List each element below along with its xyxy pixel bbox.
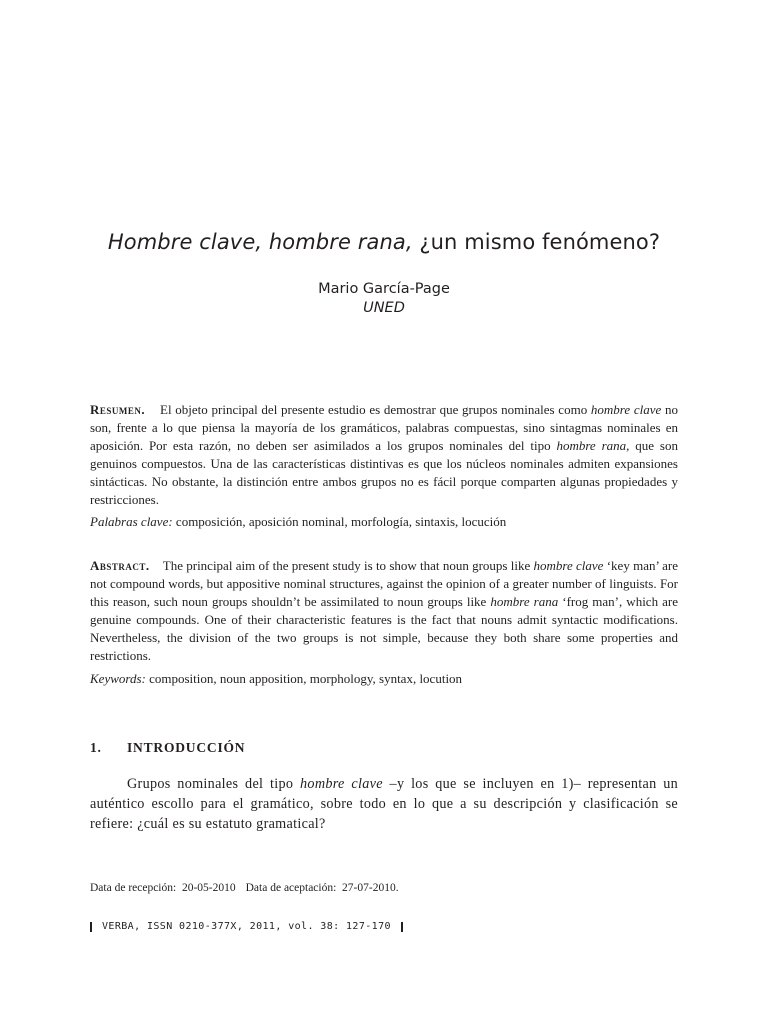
section-heading xyxy=(90,739,245,757)
palabras-clave xyxy=(90,513,678,531)
palabras-clave-text: composición, aposición nominal, morfología, sintaxis, locución xyxy=(172,514,507,529)
resumen-paragraph xyxy=(90,401,678,509)
abstract-label: Abstract. xyxy=(90,558,150,573)
section-number: 1. xyxy=(90,740,102,755)
palabras-clave-label: Palabras clave: xyxy=(90,514,173,529)
author-affiliation: UNED xyxy=(363,300,405,316)
keywords-label: Keywords: xyxy=(90,671,146,686)
footer-bar-left xyxy=(90,922,92,932)
submission-dates xyxy=(90,881,399,896)
keywords xyxy=(90,670,678,688)
accepted-date: 27-07-2010. xyxy=(342,882,399,894)
accepted-label: Data de aceptación: xyxy=(245,882,337,894)
resumen-text-3: , que son genuinos compuestos. Una de las características distintivas es que los núcleos nominales admiten expansiones sintácticas. No obstante, la distinción entre ambos grupos no es fácil porque comparten algunas propiedades y restricciones. xyxy=(90,438,678,507)
footer-bar-right xyxy=(401,922,403,932)
article-title xyxy=(0,228,768,256)
body-paragraph xyxy=(90,774,678,834)
abstract-text-2: ‘key man’ are not compound words, but appositive nominal structures, against the opinion of a greater number of linguists. For this reason, such noun groups shouldn’t be assimilated to noun groups like xyxy=(90,558,678,609)
footer-citation: VERBA, ISSN 0210-377X, 2011, vol. 38: 127-170 xyxy=(102,921,391,932)
resumen-text-2: no son, frente a lo que piensa la mayoría de los gramáticos, palabras compuestas, sino sintagmas nominales en aposición. Por esta razón, no deben ser asimilados a los grupos nominales del tipo xyxy=(90,402,678,453)
abstract-text-3: ‘frog man’, which are genuine compounds. One of their characteristic features is the fact that nouns admit syntactic modifications. Nevertheless, the division of the two groups is not simple, because they both share some properties and restrictions. xyxy=(90,594,678,663)
keywords-text: composition, noun apposition, morphology, syntax, locution xyxy=(145,671,463,686)
resumen-text-1: El objeto principal del presente estudio es demostrar que grupos nominales como xyxy=(160,402,591,417)
received-label: Data de recepción: xyxy=(90,882,177,894)
resumen-label: Resumen. xyxy=(90,402,146,417)
author-name: Mario García-Page xyxy=(318,281,450,297)
section-title: INTRODUCCIÓN xyxy=(127,740,246,755)
abstract-italic-2: hombre rana xyxy=(490,594,559,609)
page-footer xyxy=(90,920,403,934)
body-italic-1: hombre clave xyxy=(300,776,383,792)
body-text-2: –y los que se incluyen en 1)– representan un auténtico escollo para el gramático, sobre todo en lo que a su descripción y clasificación se refiere: ¿cuál es su estatuto gramatical? xyxy=(90,776,678,832)
abstract-italic-1: hombre clave xyxy=(533,558,604,573)
abstract-text-1: The principal aim of the present study is to show that noun groups like xyxy=(162,558,534,573)
received-date: 20-05-2010 xyxy=(181,882,236,894)
abstract-paragraph xyxy=(90,557,678,665)
article-title-plain: ¿un mismo fenómeno? xyxy=(412,230,661,254)
resumen-italic-1: hombre clave xyxy=(590,402,662,417)
resumen-italic-2: hombre rana xyxy=(556,438,627,453)
body-text-1: Grupos nominales del tipo xyxy=(127,776,301,792)
article-title-italic: Hombre clave, hombre rana, xyxy=(107,230,413,254)
